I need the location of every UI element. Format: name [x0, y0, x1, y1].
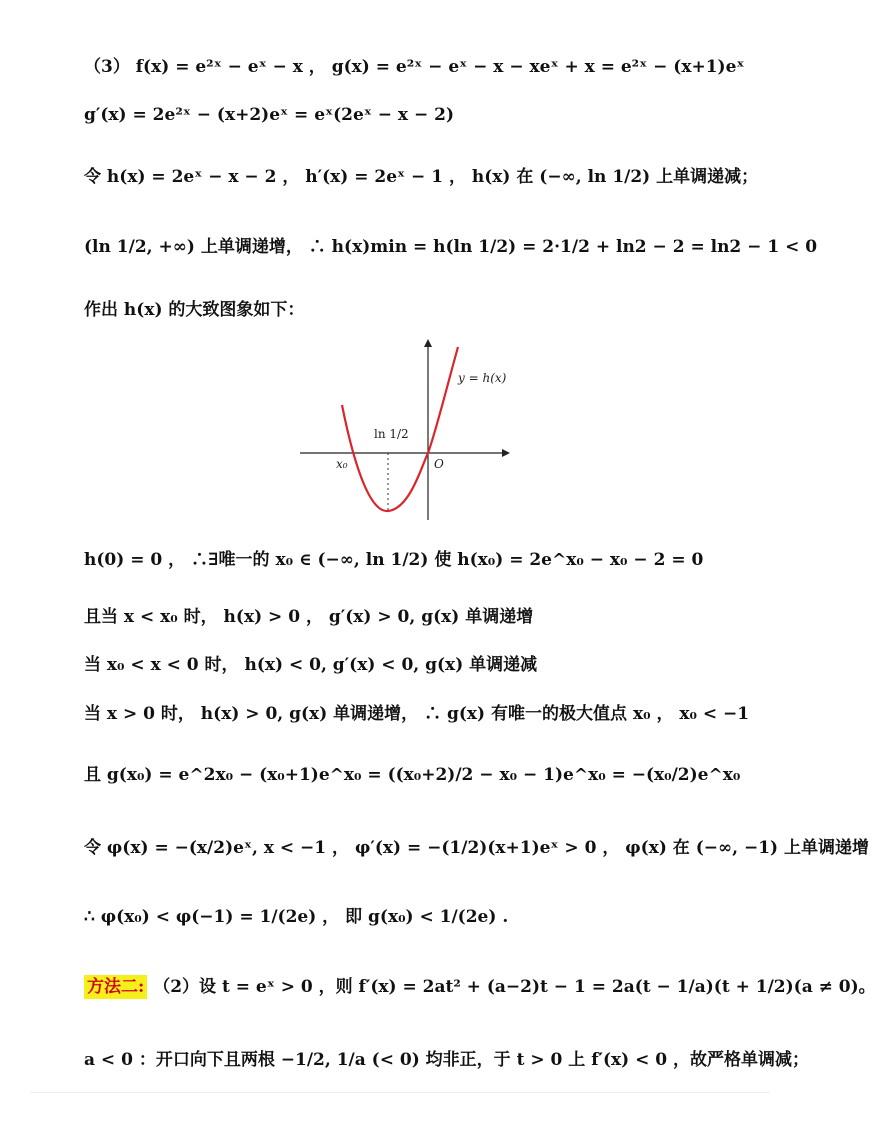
- line-2: g′(x) = 2e²ˣ − (x+2)eˣ = eˣ(2eˣ − x − 2): [84, 105, 455, 125]
- graph-svg: [300, 335, 520, 525]
- line-5: 作出 h(x) 的大致图象如下：: [84, 300, 305, 320]
- curve-label: y = h(x): [458, 371, 507, 385]
- method2-line: [84, 975, 876, 999]
- method2-tag: 方法二:: [84, 975, 147, 999]
- min-label: ln 1/2: [374, 427, 409, 441]
- line-12: ∴ φ(x₀) < φ(−1) = 1/(2e) ， 即 g(x₀) < 1/(2e) .: [84, 907, 509, 927]
- function-graph: [300, 335, 520, 525]
- line-3: 令 h(x) = 2eˣ − x − 2 ， h′(x) = 2eˣ − 1 ， h(x) 在 (−∞, ln 1/2) 上单调递减；: [84, 167, 759, 187]
- line-8: 当 x₀ < x < 0 时， h(x) < 0, g′(x) < 0, g(x) 单调递减: [84, 655, 538, 675]
- x0-label: x₀: [336, 457, 348, 471]
- line-1: （3） f(x) = e²ˣ − eˣ − x ， g(x) = e²ˣ − eˣ − x − xeˣ + x = e²ˣ − (x+1)eˣ: [84, 57, 745, 77]
- line-10: 且 g(x₀) = e^2x₀ − (x₀+1)e^x₀ = ((x₀+2)/2 − x₀ − 1)e^x₀ = −(x₀/2)e^x₀: [84, 765, 741, 785]
- x-axis-arrow: [502, 449, 510, 457]
- line-6: h(0) = 0 ， ∴∃唯一的 x₀ ∈ (−∞, ln 1/2) 使 h(x₀) = 2e^x₀ − x₀ − 2 = 0: [84, 550, 704, 570]
- line-7: 且当 x < x₀ 时， h(x) > 0 ， g′(x) > 0, g(x) 单调递增: [84, 607, 534, 627]
- origin-label: O: [434, 457, 444, 471]
- last-line: a < 0 ：开口向下且两根 −1/2, 1/a (< 0) 均非正，于 t > 0 上 f′(x) < 0 ，故严格单调减；: [84, 1050, 810, 1070]
- line-9: 当 x > 0 时， h(x) > 0, g(x) 单调递增， ∴ g(x) 有唯一的极大值点 x₀ ， x₀ < −1: [84, 704, 750, 724]
- line-4: (ln 1/2, +∞) 上单调递增， ∴ h(x)min = h(ln 1/2) = 2·1/2 + ln2 − 2 = ln2 − 1 < 0: [84, 237, 818, 257]
- y-axis-arrow: [424, 339, 432, 347]
- page-divider: [30, 1092, 770, 1093]
- method2-text: （2）设 t = eˣ > 0 ，则 f′(x) = 2at² + (a−2)t − 1 = 2a(t − 1/a)(t + 1/2)(a ≠ 0)。: [153, 977, 876, 997]
- line-11: 令 φ(x) = −(x/2)eˣ, x < −1 ， φ′(x) = −(1/2)(x+1)eˣ > 0 ， φ(x) 在 (−∞, −1) 上单调递增: [84, 838, 870, 858]
